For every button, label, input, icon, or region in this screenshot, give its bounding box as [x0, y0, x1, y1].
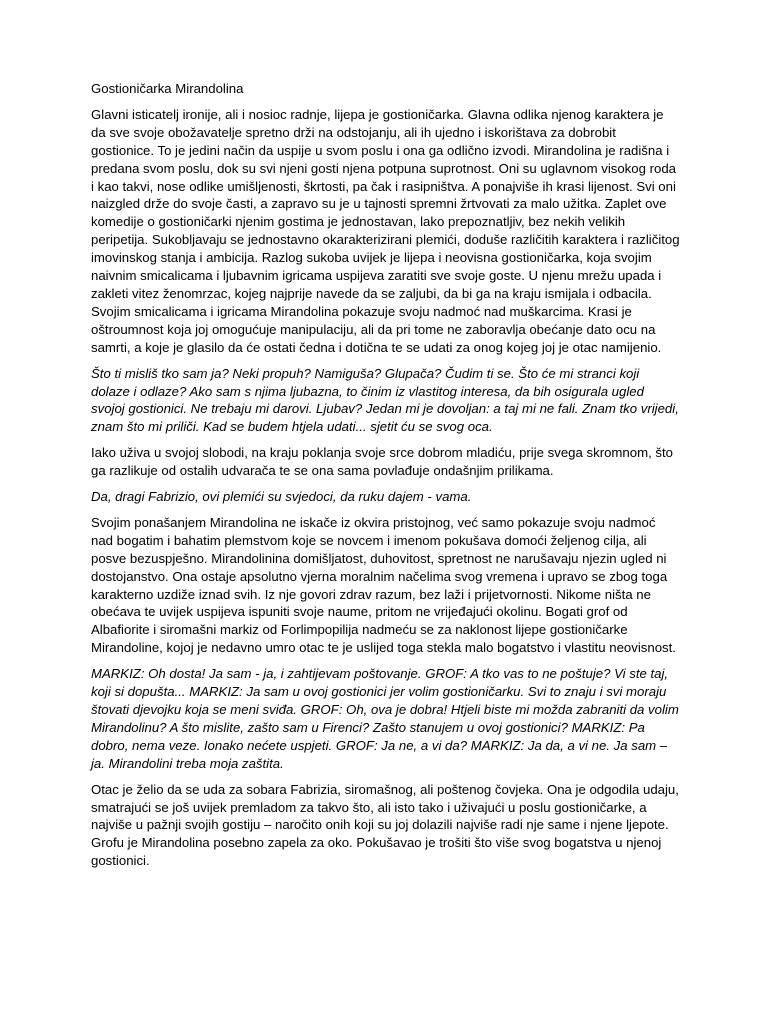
paragraph-character-description: Glavni isticatelj ironije, ali i nosioc radnje, lijepa je gostioničarka. Glavna odlika njenog karaktera je da sve svoje obožavatelje spretno drži na odstojanju, ali ih ujedno i iskorištava za dobrobit gostionice. To je jedini način da uspije u svom poslu i ona ga odlično izvodi. Mirandolina je radišna i predana svom poslu, dok su svi njeni gosti njena potpuna suprotnost. Oni su uglavnom visokog roda i kao takvi, nose odlike umišljenosti, škrtosti, pa čak i rasipništva. A ponajviše ih krasi lijenost. Svi oni naizgled drže do svoje časti, a zapravo su je u tajnosti spremni žrtvovati za malo užitka. Zaplet ove komedije o gostioničarki njenim gostima je jednostavan, lako prepoznatljiv, bez nekih velikih peripetija. Sukobljavaju se jednostavno okarakterizirani plemići, doduše različitih karaktera i različitog imovinskog stanja i ambicija. Razlog sukoba uvijek je lijepa i neovisna gostioničarka, koja svojim naivnim smicalicama i ljubavnim igricama uspijeva zaratiti sve svoje goste. U njenu mrežu upada i zakleti vitez ženomrzac, kojeg najprije navede da se zaljubi, da bi ga na kraju ismijala i odbacila. Svojim smicalicama i igricama Mirandolina pokazuje svoju nadmoć nad muškarcima. Krasi je oštroumnost koja joj omogućuje manipulaciju, ali da pri tome ne zaboravlja obećanje dato ocu na samrti, a koje je glasilo da će ostati čedna i dotična te se udati za onog kojeg joj je otac namijenio.: [91, 106, 680, 355]
paragraph-freedom-and-marriage: Iako uživa u svojoj slobodi, na kraju poklanja svoje srce dobrom mladiću, prije svega skromnom, što ga razlikuje od ostalih udvarača te se ona sama povlađuje ondašnjim prilikama.: [91, 445, 673, 479]
document-page: [91, 80, 681, 878]
quote-markiz-grof-dialogue: MARKIZ: Oh dosta! Ja sam - ja, i zahtijevam poštovanje. GROF: A tko vas to ne poštuje? Vi ste taj, koji si dopušta... MARKIZ: Ja sam u ovoj gostionici jer volim gostioničarku. Svi to znaju i svi moraju štovati djevojku koja se meni sviđa. GROF: Oh, ova je dobra! Htjeli biste mi možda zabraniti da volim Mirandolinu? A što mislite, zašto sam u Firenci? Zašto stanujem u ovoj gostionici? MARKIZ: Pa dobro, nema veze. Ionako nećete uspjeti. GROF: Ja ne, a vi da? MARKIZ: Ja da, a vi ne. Ja sam – ja. Mirandolini treba moja zaštita.: [91, 666, 679, 771]
document-title: Gostioničarka Mirandolina: [91, 81, 244, 96]
paragraph-behaviour-and-nobles: Svojim ponašanjem Mirandolina ne iskače iz okvira pristojnog, već samo pokazuje svoju nadmoć nad bogatim i bahatim plemstvom koje se novcem i imenom pokušava domoći željenog cilja, ali posve bezuspješno. Mirandolinina domišljatost, duhovitost, spretnost ne narušavaju njezin ugled ni dostojanstvo. Ona ostaje apsolutno vjerna moralnim načelima svog vremena i upravo se zbog toga karakterno uzdiže iznad svih. Iz nje govori zdrav razum, bez laži i prijetvornosti. Nikome ništa ne obećava te uvijek uspijeva ispuniti svoje naume, pritom ne vrijeđajući okolinu. Bogati grof od Albafiorite i siromašni markiz od Forlimpopilija nadmeću se za naklonost lijepe gostioničarke Mirandoline, kojoj je nedavno umro otac te je uslijed toga stekla malo bogatstvo i vlastitu neovisnost.: [91, 514, 676, 656]
paragraph-father-wish: Otac je želio da se uda za sobara Fabrizia, siromašnog, ali poštenog čovjeka. Ona je odgodila udaju, smatrajući se još uvijek premladom za takvo što, ali isto tako i uživajući u poslu gostioničarke, a najviše u pažnji svojih gostiju – naročito onih koji su joj dolazili najviše radi nje same i njene ljepote. Grofu je Mirandolina posebno zapela za oko. Pokušavao je trošiti što više svog bogatstva u njenoj gostionici.: [91, 781, 679, 869]
quote-mirandolina-monologue: Što ti misliš tko sam ja? Neki propuh? Namiguša? Glupača? Čudim ti se. Što će mi stranci koji dolaze i odlaze? Ako sam s njima ljubazna, to činim iz vlastitog interesa, da bih osigurala ugled svojoj gostionici. Ne trebaju mi darovi. Ljubav? Jedan mi je dovoljan: a taj mi ne fali. Znam tko vrijedi, znam što mi priliči. Kad se budem htjela udati... sjetit ću se svog oca.: [91, 365, 679, 435]
quote-fabrizio-hand: Da, dragi Fabrizio, ovi plemići su svjedoci, da ruku dajem - vama.: [91, 489, 472, 505]
